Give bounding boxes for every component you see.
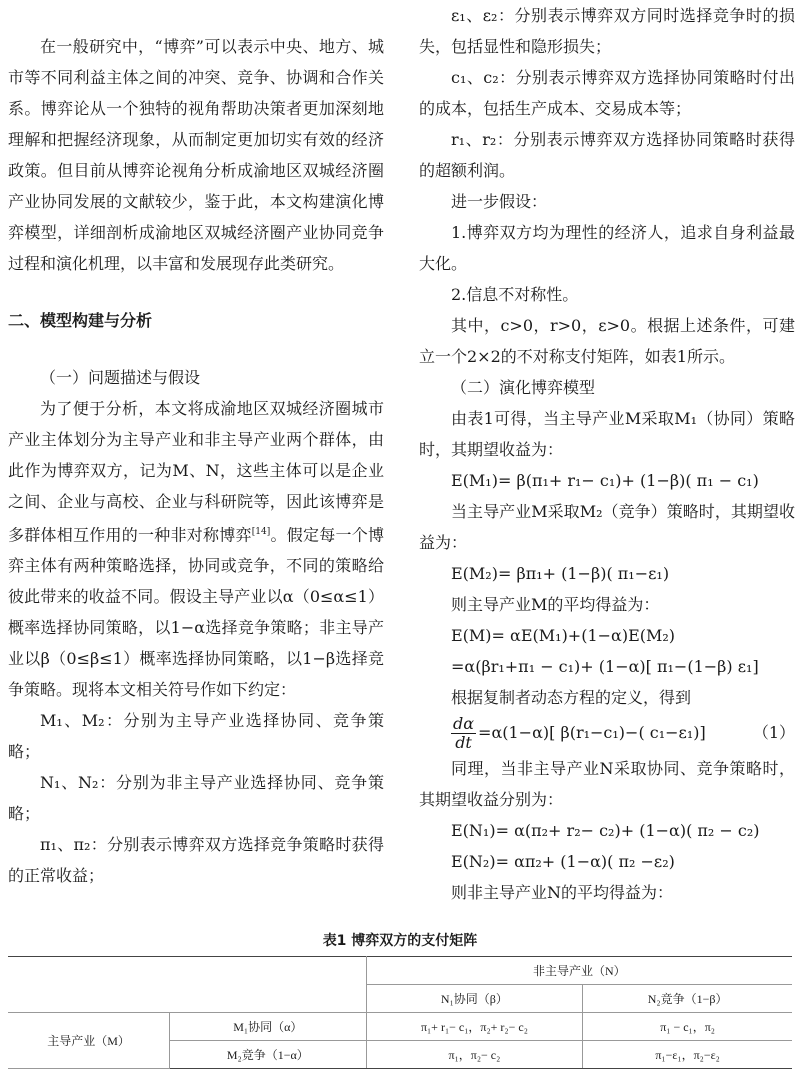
def-r: r₁、r₂：分别表示博弈双方选择协同策略时获得的超额利润。 <box>419 130 795 180</box>
equation-number: （1） <box>752 723 795 742</box>
row-group-m: 主导产业（M） <box>8 1013 170 1069</box>
table-caption: 表1 博弈双方的支付矩阵 <box>322 933 478 949</box>
citation: [14] <box>251 527 271 537</box>
fraction-denominator: dt <box>455 733 472 752</box>
expected-m2-text: 当主导产业M采取M₂（竞争）策略时，其期望收益为： <box>419 502 795 552</box>
subsection-heading-2: （二）演化博弈模型 <box>451 378 596 397</box>
table-corner-cell <box>8 957 366 1013</box>
row-m2: M₂竞争（1−α） <box>170 1041 367 1069</box>
replicator-text: 根据复制者动态方程的定义，得到 <box>451 688 692 707</box>
header-group-n: 非主导产业（N） <box>366 957 792 985</box>
cell-m2-n1: π₁，π₂− c₂ <box>366 1041 583 1069</box>
def-m: M₁、M₂：分别为主导产业选择协同、竞争策略； <box>8 711 384 762</box>
equation-em: E(M)= αE(M₁)+(1−α)E(M₂) <box>451 626 676 645</box>
payoff-matrix-table <box>8 956 792 1069</box>
assumption-2: 2.信息不对称性。 <box>451 285 579 304</box>
assumption-text: 为了便于分析，本文将成渝地区双城经济圈城市产业主体划分为主导产业和非主导产业两个群体，由此作为博弈双方，记为M、N，这些主体可以是企业之间、企业与高校、企业与科研院等，因此该博弈是多群体相互作用的一种非对称博弈 <box>8 399 384 545</box>
equation-em2: E(M₂)= βπ₁+ (1−β)( π₁−ε₁) <box>451 564 670 583</box>
conditions-paragraph: 其中，c>0，r>0，ε>0。根据上述条件，可建立一个2×2的不对称支付矩阵，如表1所示。 <box>419 316 795 366</box>
header-n2: N₂竞争（1−β） <box>583 985 792 1013</box>
further-assumption: 进一步假设： <box>451 192 548 211</box>
def-eps: ε₁、ε₂：分别表示博弈双方同时选择竞争时的损失，包括显性和隐形损失； <box>419 6 795 56</box>
expected-m1-text: 由表1可得，当主导产业M采取M₁（协同）策略时，其期望收益为： <box>419 409 795 459</box>
def-c: c₁、c₂：分别表示博弈双方选择协同策略时付出的成本，包括生产成本、交易成本等； <box>419 68 795 118</box>
right-column <box>419 0 795 908</box>
header-n1: N₁协同（β） <box>366 985 583 1013</box>
assumption-paragraph <box>8 393 384 705</box>
average-m-text: 则主导产业M的平均得益为： <box>451 595 660 614</box>
assumption-1: 1.博弈双方均为理性的经济人，追求自身利益最大化。 <box>419 223 795 273</box>
row-m1: M₁协同（α） <box>170 1013 367 1041</box>
equation-en1: E(N₁)= α(π₂+ r₂− c₂)+ (1−α)( π₂ − c₂) <box>451 821 760 840</box>
def-n: N₁、N₂：分别为非主导产业选择协同、竞争策略； <box>8 773 384 824</box>
cell-m1-n1: π₁+ r₁− c₁，π₂+ r₂− c₂ <box>366 1013 583 1041</box>
table-row <box>8 1013 792 1041</box>
def-pi: π₁、π₂：分别表示博弈双方选择竞争策略时获得的正常收益； <box>8 835 384 886</box>
left-column <box>8 0 384 891</box>
average-n-text: 则非主导产业N的平均得益为： <box>451 883 674 902</box>
table-row <box>8 957 792 985</box>
subsection-heading: （一）问题描述与假设 <box>40 368 201 387</box>
section-heading: 二、模型构建与分析 <box>8 311 153 330</box>
derivative-fraction <box>451 715 476 752</box>
expected-n-text: 同理，当非主导产业N采取协同、竞争策略时，其期望收益分别为： <box>419 759 795 809</box>
intro-paragraph: 在一般研究中，“博弈”可以表示中央、地方、城市等不同利益主体之间的冲突、竞争、协调和合作关系。博弈论从一个独特的视角帮助决策者更加深刻地理解和把握经济现象，从而制定更加切实有效的经济政策。但目前从博弈论视角分析成渝地区双城经济圈产业协同发展的文献较少，鉴于此，本文构建演化博弈模型，详细剖析成渝地区双城经济圈产业协同竞争过程和演化机理，以丰富和发展现存此类研究。 <box>8 37 384 273</box>
equation-em1: E(M₁)= β(π₁+ r₁− c₁)+ (1−β)( π₁ − c₁) <box>451 471 759 490</box>
equation-replicator <box>419 713 795 753</box>
cell-m1-n2: π₁ − c₁，π₂ <box>583 1013 792 1041</box>
equation-em-expanded: =α(βr₁+π₁ − c₁)+ (1−α)[ π₁−(1−β) ε₁] <box>451 657 759 676</box>
fraction-numerator: dα <box>453 714 475 733</box>
replicator-rhs: =α(1−α)[ β(r₁−c₁)−( c₁−ε₁)] <box>478 723 706 742</box>
assumption-text-end: 。假定每一个博弈主体有两种策略选择，协同或竞争，不同的策略给彼此带来的收益不同。假设主导产业以α（0≤α≤1）概率选择协同策略，以1−α选择竞争策略；非主导产业以β（0≤β≤1）概率选择协同策略，以1−β选择竞争策略。现将本文相关符号作如下约定： <box>8 525 384 700</box>
cell-m2-n2: π₁−ε₁，π₂−ε₂ <box>583 1041 792 1069</box>
equation-en2: E(N₂)= απ₂+ (1−α)( π₂ −ε₂) <box>451 852 675 871</box>
